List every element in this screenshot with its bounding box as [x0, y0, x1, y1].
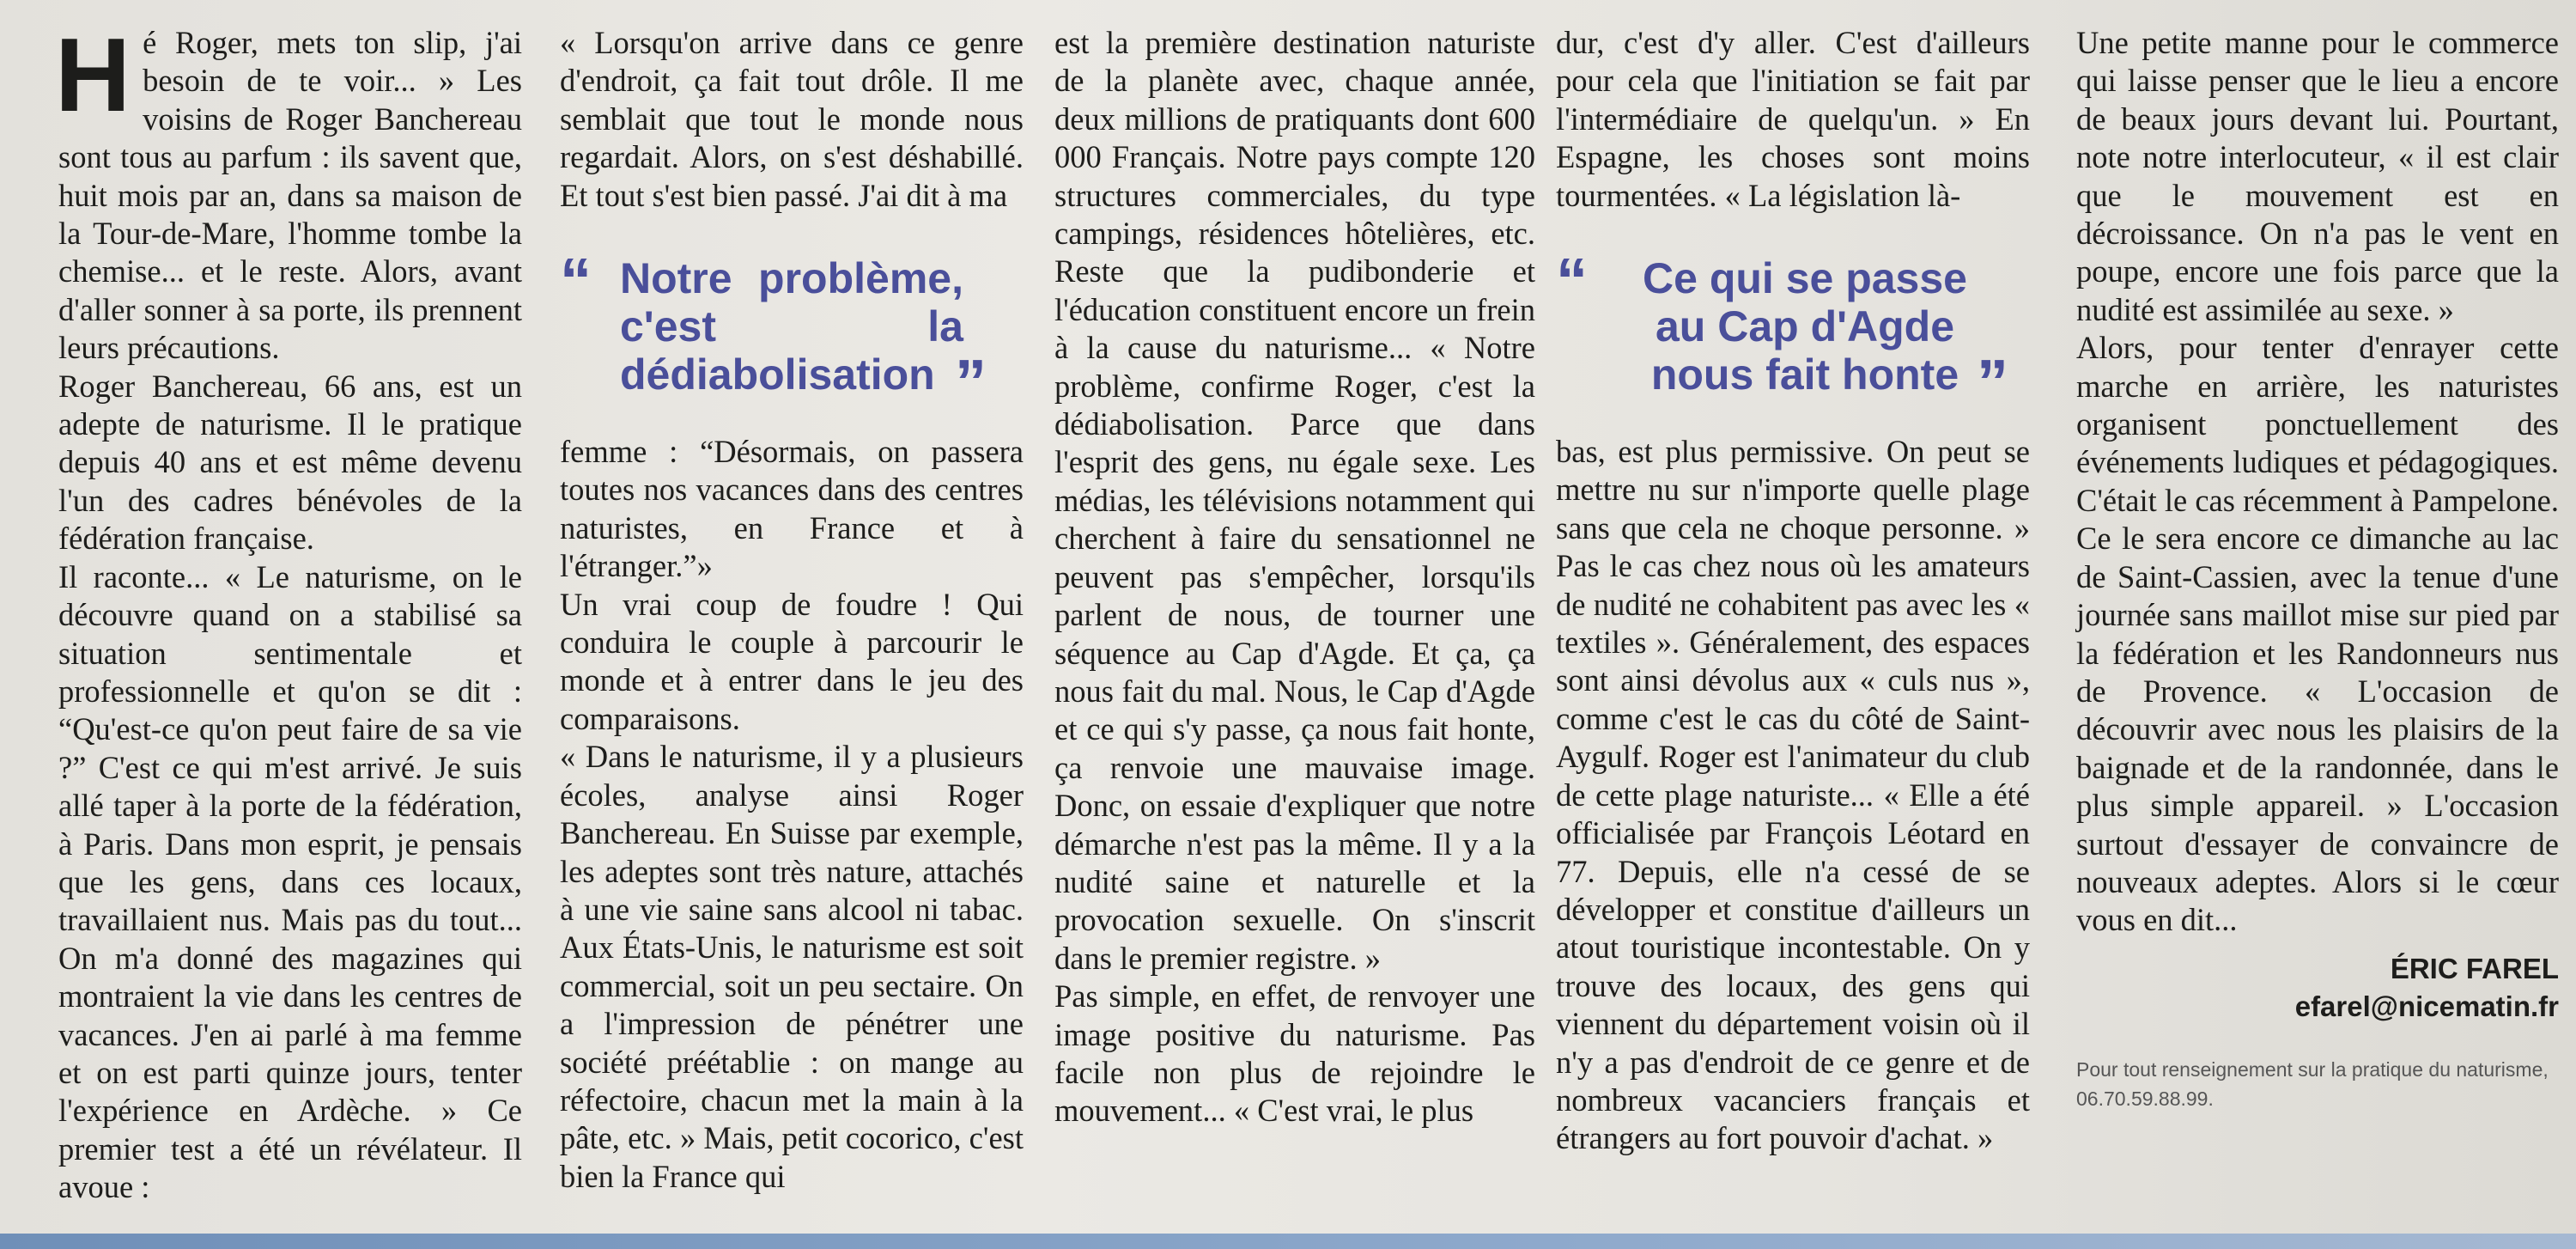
- paragraph: bas, est plus permissive. On peut se mettre nu sur n'importe quelle plage sans que cela ne choque personne. » Pas le cas chez nous où les amateurs de nudité ne cohabitent pas avec les « textiles ». Généralement, des espaces sont ainsi dévolus aux « culs nus », comme c'est le cas du côté de Saint-Aygulf. Roger est l'animateur du club de cette plage naturiste... « Elle a été officialisée par François Léotard en 77. Depuis, elle n'a cessé de se développer et constitue d'ailleurs un atout touristique incontestable. On y trouve des locaux, des gens qui viennent du département voisin où il n'y a pas d'endroit de ce genre et de nombreux vacanciers français et étrangers au fort pouvoir d'achat. »: [1556, 434, 2030, 1156]
- article-column-2: [560, 24, 1024, 1196]
- paragraph: femme : “Désormais, on passera toutes nos vacances dans des centres naturistes, en France et à l'étranger.”»: [560, 434, 1024, 584]
- paragraph: dur, c'est d'y aller. C'est d'ailleurs pour cela que l'initiation se fait par l'intermédiaire de quelqu'un. » En Espagne, les choses sont moins tourmentées. « La législation là-: [1556, 25, 2030, 213]
- close-quote-glyph: ”: [1977, 346, 2008, 418]
- close-quote-glyph: ”: [955, 346, 987, 418]
- author-email: efarel@nicematin.fr: [2294, 990, 2559, 1022]
- article-column-4: [1556, 24, 2030, 1158]
- paragraph: « Dans le naturisme, il y a plusieurs écoles, analyse ainsi Roger Banchereau. En Suisse par exemple, les adeptes sont très nature, attachés à une vie saine sans alcool ni tabac. Aux États-Unis, le naturisme est soit commercial, soit un peu sectaire. On a l'impression de pénétrer une société préétablie : on mange au réfectoire, chacun met la main à la pâte, etc. » Mais, petit cocorico, c'est bien la France qui: [560, 739, 1024, 1194]
- pull-quote: [560, 245, 987, 418]
- paragraph: Une petite manne pour le commerce qui laisse penser que le lieu a encore de beaux jours devant lui. Pourtant, note notre interlocuteur, « il est clair que le mouvement est en décroissance. On n'a pas le vent en poupe, encore une fois parce que la nudité est assimilée au sexe. »: [2076, 25, 2559, 327]
- drop-cap: H: [55, 16, 131, 133]
- article-column-3: [1054, 24, 1535, 1130]
- paragraph: Un vrai coup de foudre ! Qui conduira le couple à parcourir le monde et à entrer dans le jeu des comparaisons.: [560, 586, 1024, 736]
- open-quote-glyph: “: [560, 245, 592, 317]
- paragraph: Alors, pour tenter d'enrayer cette marche en arrière, les naturistes organisent ponctuellement des événements ludiques et pédagogiques. C'était le cas récemment à Pampelone. Ce le sera encore ce dimanche au lac de Saint-Cassien, avec la tenue d'une journée sans maillot mise sur pied par la fédération et les Randonneurs nus de Provence. « L'occasion de découvrir avec nous les plaisirs de la baignade et de la randonnée, dans le plus simple appareil. » L'occasion surtout d'essayer de convaincre de nouveaux adeptes. Alors si le cœur vous en dit...: [2076, 330, 2559, 938]
- paragraph: Il raconte... « Le naturisme, on le découvre quand on a stabilisé sa situation sentimentale et professionnelle et qu'on se dit : “Qu'est-ce qu'on peut faire de sa vie ?” C'est ce qui m'est arrivé. Je suis allé taper à la porte de la fédération, à Paris. Dans mon esprit, je pensais que les gens, dans ces locaux, travaillaient nus. Mais pas du tout... On m'a donné des magazines qui montraient la vie dans les centres de vacances. J'en ai parlé à ma femme et on est parti quinze jours, tenter l'expérience en Ardèche. » Ce premier test a été un révélateur. Il avoue :: [58, 558, 522, 1205]
- author-name: ÉRIC FAREL: [2390, 952, 2559, 984]
- paragraph: Pas simple, en effet, de renvoyer une image positive du naturisme. Pas facile non plus de rejoindre le mouvement... « C'est vrai, le plus: [1054, 978, 1535, 1129]
- pull-quote-text: Ce qui se passe au Cap d'Agde nous fait honte: [1643, 254, 1967, 399]
- pull-quote-text: Notre problème, c'est la dédiabolisation: [620, 254, 963, 399]
- info-box: Pour tout renseignement sur la pratique du naturisme, 06.70.59.88.99.: [2076, 1057, 2549, 1110]
- page-bottom-strip: [0, 1234, 2576, 1249]
- paragraph-intro: é Roger, mets ton slip, j'ai besoin de te voir... » Les voisins de Roger Banchereau sont tous au parfum : ils savent que, huit mois par an, dans sa maison de la Tour-de-Mare, l'homme tombe la chemise... et le reste. Alors, avant d'aller sonner à sa porte, ils prennent leurs précautions.: [58, 25, 522, 366]
- article-column-1: [55, 16, 522, 1207]
- paragraph: Roger Banchereau, 66 ans, est un adepte de naturisme. Il le pratique depuis 40 ans et est même devenu l'un des cadres bénévoles de la fédération française.: [58, 368, 522, 557]
- paragraph: « Lorsqu'on arrive dans ce genre d'endroit, ça fait tout drôle. Il me semblait que tout le monde nous regardait. Alors, on s'est déshabillé. Et tout s'est bien passé. J'ai dit à ma: [560, 25, 1024, 213]
- paragraph: est la première destination naturiste de la planète avec, chaque année, deux millions de pratiquants dont 600 000 Français. Notre pays compte 120 structures commerciales, du type campings, résidences hôtelières, etc. Reste que la pudibonderie et l'éducation constituent encore un frein à la cause du naturisme... « Notre problème, confirme Roger, c'est la dédiabolisation. Parce que dans l'esprit des gens, nu égale sexe. Les médias, les télévisions notamment qui cherchent à faire du sensationnel ne peuvent pas s'empêcher, lorsqu'ils parlent de nous, de tourner une séquence au Cap d'Agde. Et ça, ça nous fait du mal. Nous, le Cap d'Agde et ce qui s'y passe, ça nous fait honte, ça renvoie une mauvaise image. Donc, on essaie d'expliquer que notre démarche n'est pas la même. Il y a la nudité saine et naturelle et la provocation sexuelle. On s'inscrit dans le premier registre. »: [1054, 25, 1535, 976]
- pull-quote: [1556, 245, 2008, 418]
- article-column-5: [2076, 24, 2559, 1113]
- open-quote-glyph: “: [1556, 245, 1588, 317]
